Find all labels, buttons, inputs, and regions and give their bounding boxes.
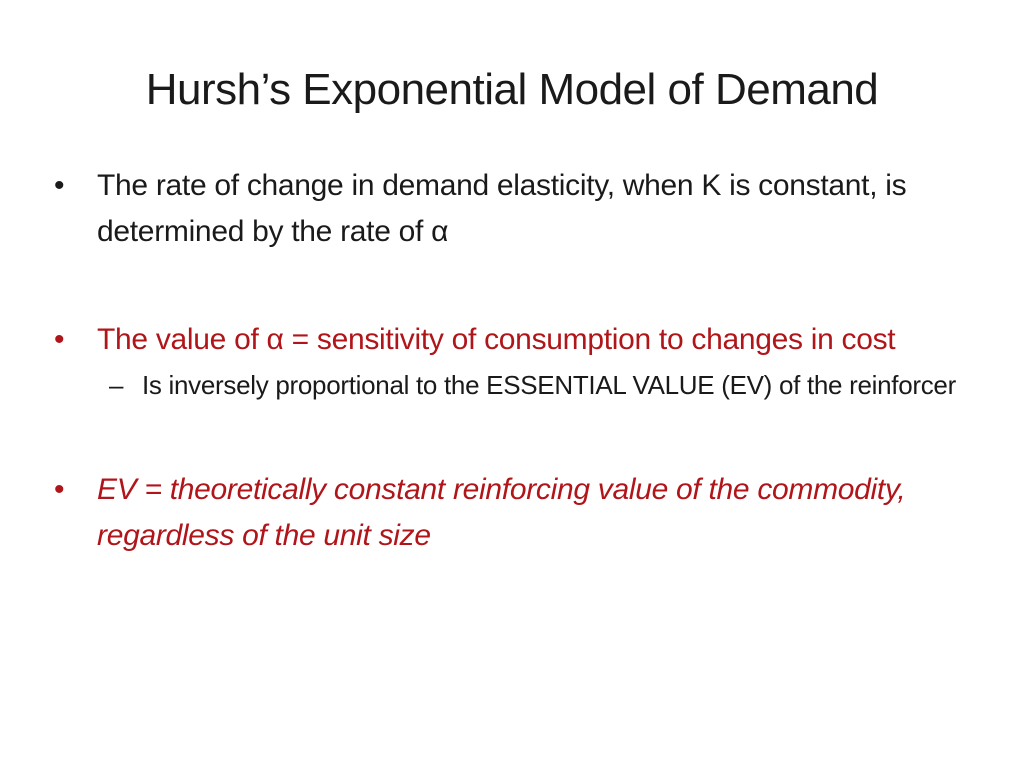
bullet-text: EV = theoretically constant reinforcing value of the commodity, regardless of the unit size xyxy=(97,473,906,552)
bullet-marker: • xyxy=(54,473,65,506)
bullet-text: The value of α = sensitivity of consumption to changes in cost xyxy=(97,323,896,356)
sub-bullet-marker: – xyxy=(109,370,124,400)
sub-bullet-item xyxy=(97,365,980,405)
bullet-text: The rate of change in demand elasticity, when K is constant, is determined by the rate of α xyxy=(97,169,907,248)
bullet-item xyxy=(50,317,980,363)
slide-title: Hursh’s Exponential Model of Demand xyxy=(145,65,879,114)
bullet-item xyxy=(50,467,980,559)
sub-bullet-text: Is inversely proportional to the ESSENTIAL VALUE (EV) of the reinforcer xyxy=(142,370,956,400)
slide-body xyxy=(50,163,980,559)
bullet-marker: • xyxy=(54,323,65,356)
bullet-marker: • xyxy=(54,169,65,202)
bullet-item xyxy=(50,163,980,255)
